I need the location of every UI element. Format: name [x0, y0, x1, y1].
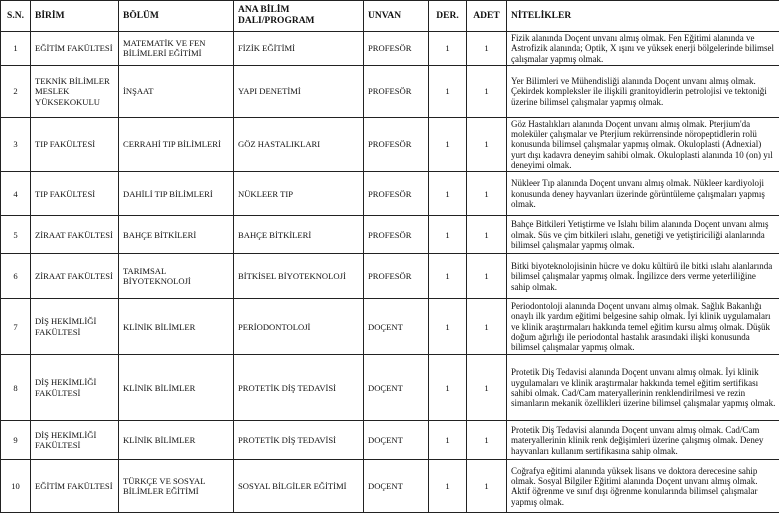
cell-anabilim: FİZİK EĞİTİMİ [234, 32, 364, 66]
cell-birim: TIP FAKÜLTESİ [31, 172, 119, 216]
cell-unvan: PROFESÖR [364, 216, 429, 254]
header-row [1, 1, 779, 32]
cell-anabilim: PERİODONTOLOJİ [234, 299, 364, 355]
table-row [1, 421, 779, 460]
cell-bolum: KLİNİK BİLİMLER [119, 355, 234, 421]
cell-anabilim: GÖZ HASTALIKLARI [234, 117, 364, 171]
cell-sn: 10 [1, 460, 31, 513]
cell-sn: 7 [1, 299, 31, 355]
cell-bolum: İNŞAAT [119, 65, 234, 117]
cell-adet: 1 [467, 460, 507, 513]
cell-sn: 5 [1, 216, 31, 254]
col-header-sn: S.N. [1, 1, 31, 32]
cell-nitelikler: Göz Hastalıkları alanında Doçent unvanı almış olmak. Pterjium'da moleküler çalışmalar ve Pterjium rekürrensinde nöropeptidlerin rolü konusunda bilimsel çalışmalar yapmış olmak. Okuloplasti (Adnexial) yurt dışı kadavra deneyim sahibi olmak. Okuloplasti alanında 10 (on) yıl deneyimi olmak. [507, 117, 779, 171]
table-row [1, 117, 779, 171]
cell-der: 1 [429, 172, 467, 216]
cell-birim: TIP FAKÜLTESİ [31, 117, 119, 171]
col-header-unvan: UNVAN [364, 1, 429, 32]
cell-unvan: PROFESÖR [364, 65, 429, 117]
cell-sn: 2 [1, 65, 31, 117]
cell-adet: 1 [467, 216, 507, 254]
cell-sn: 1 [1, 32, 31, 66]
cell-der: 1 [429, 299, 467, 355]
table-row [1, 299, 779, 355]
col-header-nitelikler: NİTELİKLER [507, 1, 779, 32]
cell-anabilim: NÜKLEER TIP [234, 172, 364, 216]
table-row [1, 65, 779, 117]
cell-bolum: KLİNİK BİLİMLER [119, 299, 234, 355]
cell-der: 1 [429, 65, 467, 117]
table-row [1, 172, 779, 216]
cell-nitelikler: Protetik Diş Tedavisi alanında Doçent unvanı almış olmak. Cad/Cam materyallerinin klinik renk değişimleri üzerine çalışmış olmak. Deney hayvanları kullanım sertifikasına sahip olmak. [507, 421, 779, 460]
cell-anabilim: BAHÇE BİTKİLERİ [234, 216, 364, 254]
cell-adet: 1 [467, 117, 507, 171]
col-header-der: DER. [429, 1, 467, 32]
cell-bolum: TARIMSAL BİYOTEKNOLOJİ [119, 254, 234, 299]
cell-der: 1 [429, 355, 467, 421]
cell-adet: 1 [467, 65, 507, 117]
cell-unvan: DOÇENT [364, 421, 429, 460]
cell-der: 1 [429, 421, 467, 460]
cell-der: 1 [429, 460, 467, 513]
col-header-bolum: BÖLÜM [119, 1, 234, 32]
cell-bolum: KLİNİK BİLİMLER [119, 421, 234, 460]
cell-bolum: MATEMATİK VE FEN BİLİMLERİ EĞİTİMİ [119, 32, 234, 66]
cell-birim: TEKNİK BİLİMLER MESLEK YÜKSEKOKULU [31, 65, 119, 117]
cell-nitelikler: Bahçe Bitkileri Yetiştirme ve Islahı bilim alanında Doçent unvanı almış olmak. Süs ve çim bitkileri ıslahı, genetiği ve yetiştiriciliği alanlarında bilimsel çalışmalar yapmış olmak. [507, 216, 779, 254]
cell-anabilim: YAPI DENETİMİ [234, 65, 364, 117]
cell-bolum: TÜRKÇE VE SOSYAL BİLİMLER EĞİTİMİ [119, 460, 234, 513]
cell-sn: 3 [1, 117, 31, 171]
cell-bolum: DAHİLİ TIP BİLİMLERİ [119, 172, 234, 216]
cell-adet: 1 [467, 32, 507, 66]
cell-birim: EĞİTİM FAKÜLTESİ [31, 460, 119, 513]
cell-der: 1 [429, 32, 467, 66]
cell-birim: ZİRAAT FAKÜLTESİ [31, 254, 119, 299]
cell-der: 1 [429, 117, 467, 171]
cell-anabilim: PROTETİK DİŞ TEDAVİSİ [234, 355, 364, 421]
col-header-birim: BİRİM [31, 1, 119, 32]
cell-nitelikler: Coğrafya eğitimi alanında yüksek lisans ve doktora derecesine sahip olmak. Sosyal Bilgiler Eğitimi alanında Doçent unvanı almış olmak. Aktif öğrenme ve sınıf dışı öğrenme konularında bilimsel çalışmalar yapmış olmak. [507, 460, 779, 513]
table-row [1, 355, 779, 421]
cell-unvan: PROFESÖR [364, 254, 429, 299]
cell-nitelikler: Periodontoloji alanında Doçent unvanı almış olmak. Sağlık Bakanlığı onaylı ilk yardım eğitimi belgesine sahip olmak. İyi klinik uygulamaları ve klinik araştırmaları hakkında temel eğitim kursu almış olmak. Düşük doğum ağırlığı ile periodontal hastalık arasındaki ilişki konusunda bilimsel çalışmalar yapmış olmak. [507, 299, 779, 355]
cell-adet: 1 [467, 355, 507, 421]
cell-nitelikler: Bitki biyoteknolojisinin hücre ve doku kültürü ile bitki ıslahı alanlarında bilimsel çalışmalar yapmış olmak. İngilizce ders verme yeterliliğine sahip olmak. [507, 254, 779, 299]
cell-nitelikler: Nükleer Tıp alanında Doçent unvanı almış olmak. Nükleer kardiyoloji konusunda deney hayvanları üzerinde görüntüleme çalışmaları yapmış olmak. [507, 172, 779, 216]
cell-sn: 9 [1, 421, 31, 460]
cell-birim: DİŞ HEKİMLİĞİ FAKÜLTESİ [31, 421, 119, 460]
cell-der: 1 [429, 216, 467, 254]
col-header-anabilim: ANA BİLİM DALI/PROGRAM [234, 1, 364, 32]
cell-unvan: PROFESÖR [364, 32, 429, 66]
cell-bolum: BAHÇE BİTKİLERİ [119, 216, 234, 254]
cell-adet: 1 [467, 421, 507, 460]
cell-anabilim: PROTETİK DİŞ TEDAVİSİ [234, 421, 364, 460]
cell-anabilim: BİTKİSEL BİYOTEKNOLOJİ [234, 254, 364, 299]
cell-birim: EĞİTİM FAKÜLTESİ [31, 32, 119, 66]
cell-sn: 6 [1, 254, 31, 299]
cell-unvan: PROFESÖR [364, 117, 429, 171]
col-header-adet: ADET [467, 1, 507, 32]
table-row [1, 216, 779, 254]
table-row [1, 254, 779, 299]
cell-anabilim: SOSYAL BİLGİLER EĞİTİMİ [234, 460, 364, 513]
cell-unvan: PROFESÖR [364, 172, 429, 216]
cell-bolum: CERRAHİ TIP BİLİMLERİ [119, 117, 234, 171]
cell-nitelikler: Yer Bilimleri ve Mühendisliği alanında Doçent unvanı almış olmak. Çekirdek kompleksler ile ilişkili granitoyidlerin petrolojisi ve tektoniği üzerine bilimsel çalışmalar yapmış olmak. [507, 65, 779, 117]
cell-unvan: DOÇENT [364, 460, 429, 513]
cell-nitelikler: Protetik Diş Tedavisi alanında Doçent unvanı almış olmak. İyi klinik uygulamaları ve klinik araştırmalar hakkında temel eğitim sertifikası sahibi olmak. Cad/Cam materyallerinin renklendirilmesi ve rezin simanların mekanik özellikleri üzerine bilimsel çalışmalar yapmış olmak. [507, 355, 779, 421]
cell-unvan: DOÇENT [364, 355, 429, 421]
table-row [1, 460, 779, 513]
cell-unvan: DOÇENT [364, 299, 429, 355]
cell-adet: 1 [467, 299, 507, 355]
cell-der: 1 [429, 254, 467, 299]
cell-birim: DİŞ HEKİMLİĞİ FAKÜLTESİ [31, 355, 119, 421]
table-row [1, 32, 779, 66]
cell-sn: 8 [1, 355, 31, 421]
cell-nitelikler: Fizik alanında Doçent unvanı almış olmak. Fen Eğitimi alanında ve Astrofizik alanında; Optik, X ışını ve yüksek enerji bölgelerinde bilimsel çalışmalar yapmış olmak. [507, 32, 779, 66]
cell-birim: DİŞ HEKİMLİĞİ FAKÜLTESİ [31, 299, 119, 355]
cell-sn: 4 [1, 172, 31, 216]
cell-birim: ZİRAAT FAKÜLTESİ [31, 216, 119, 254]
cell-adet: 1 [467, 254, 507, 299]
cell-adet: 1 [467, 172, 507, 216]
